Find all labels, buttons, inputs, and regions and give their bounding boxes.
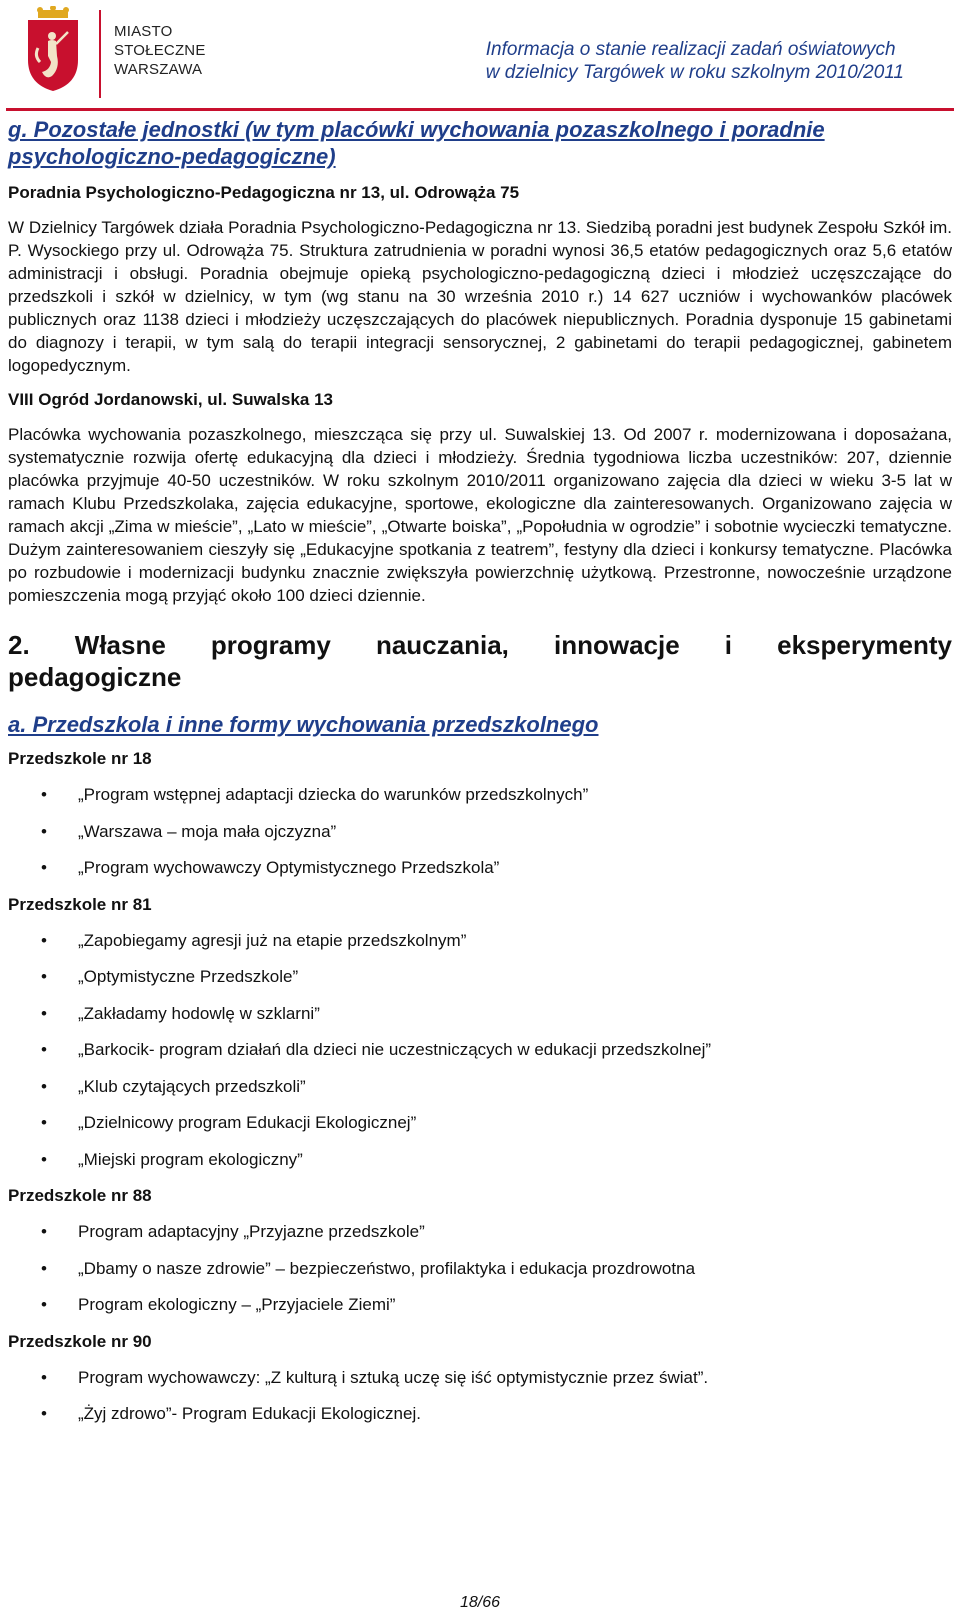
program-text: „Klub czytających przedszkoli” [78,1076,306,1096]
program-text: „Miejski program ekologiczny” [78,1149,303,1169]
bullet-icon: • [41,1003,47,1023]
bullet-icon: • [41,1040,47,1059]
program-list [8,930,952,1171]
list-item [8,1149,952,1171]
school-block-88 [8,1185,952,1316]
poradnia-paragraph: W Dzielnicy Targówek działa Poradnia Psychologiczno-Pedagogiczna nr 13. Siedzibą poradni jest budynek Zespołu Szkół im. P. Wysockiego przy ul. Odrowąża 75. Struktura zatrudnienia w poradni wynosi 36,5 etatów pedagogicznych oraz 5,6 etatów administracji i obsługi. Poradnia obejmuje opieką psychologiczno-pedagogiczną dzieci i młodzież uczęszczające do przedszkoli i szkół w dzielnicy, w tym (wg stanu na 30 września 2010 r.) 14 627 uczniów i wychowanków placówek publicznych oraz 1138 dzieci i młodzieży uczęszczających do placówek niepublicznych. Poradnia dysponuje 15 gabinetami do diagnozy i terapii, w tym salą do terapii integracji sensorycznej, 2 gabinetami do terapii pedagogicznej, gabinetem logopedycznym. [8,218,952,375]
logo-line-2: STOŁECZNE [114,42,206,59]
bullet-icon: • [41,1113,47,1132]
header-info-line-1: Informacja o stanie realizacji zadań oświatowych [485,39,896,60]
program-text: „Dbamy o nasze zdrowie” – bezpieczeństwo, profilaktyka i edukacja prozdrowotna [78,1258,696,1278]
logo-line-1: MIASTO [114,23,173,40]
section-a-heading: a. Przedszkola i inne formy wychowania przedszkolnego [8,712,599,737]
page-header [0,0,960,112]
header-info [486,38,904,84]
program-text: Program ekologiczny – „Przyjaciele Ziemi” [78,1295,396,1314]
bullet-icon: • [41,1076,47,1096]
warsaw-crest-logo [24,6,82,92]
program-text: „Program wstępnej adaptacji dziecka do warunków przedszkolnych” [78,785,589,804]
list-item [8,857,952,879]
ogrod-title: VIII Ogród Jordanowski, ul. Suwalska 13 [8,390,333,409]
bullet-icon: • [41,1222,47,1241]
list-item [8,1039,952,1061]
page-number: 18/66 [459,1594,501,1611]
bullet-icon: • [41,1404,47,1423]
program-text: „Zapobiegamy agresji już na etapie przedszkolnym” [78,930,467,950]
bullet-icon: • [41,858,47,877]
bullet-icon: • [41,1295,47,1314]
bullet-icon: • [41,1367,47,1387]
program-text: „Barkocik- program działań dla dzieci nie uczestniczących w edukacji przedszkolnej” [78,1040,712,1059]
bullet-icon: • [41,930,47,950]
program-list [8,1221,952,1316]
school-name: Przedszkole nr 90 [8,1331,152,1351]
logo-line-3: WARSZAWA [114,61,203,78]
bullet-icon: • [41,1149,47,1169]
list-item [8,1258,952,1280]
list-item [8,1221,952,1243]
school-name: Przedszkole nr 18 [8,749,152,768]
ogrod-paragraph: Placówka wychowania pozaszkolnego, mieszcząca się przy ul. Suwalskiej 13. Od 2007 r. modernizowana i doposażana, systematycznie rozwija ofertę edukacyjną dla dzieci i młodzieży. Średnia tygodniowa liczba uczestników: 207, dziennie placówka przyjmuje 40-50 uczestników. W roku szkolnym 2010/2011 organizowano zajęcia dla dzieci w wieku 3-5 lat w ramach Klubu Przedszkolaka, zajęcia edukacyjne, sportowe, ekologiczne dla zainteresowanych. Organizowano zajęcia w ramach akcji „Zima w mieście”, „Lato w mieście”, „Otwarte boiska”, „Popołudnia w ogrodzie” i sobotnie wycieczki tematyczne. Dużym zainteresowaniem cieszyły się „Edukacyjne spotkania z teatrem”, festyny dla dzieci i konkursy tematyczne. Placówka po rozbudowie i modernizacji budynku znacznie zwiększyła powierzchnię użytkową. Przestronne, nowocześnie urządzone pomieszczenia mogą przyjąć około 100 dzieci dziennie. [8,425,952,605]
list-item [8,784,952,806]
list-item [8,1003,952,1025]
section-g-heading: g. Pozostałe jednostki (w tym placówki wychowania pozaszkolnego i poradnie psychologiczno-pedagogiczne) [8,117,825,169]
program-text: „Warszawa – moja mała ojczyzna” [78,821,337,841]
logo-wordmark [114,22,206,79]
bullet-icon: • [41,1258,47,1278]
document-body [8,114,952,1440]
bullet-icon: • [41,821,47,841]
program-list [8,784,952,879]
school-name: Przedszkole nr 81 [8,894,152,914]
list-item [8,966,952,988]
list-item [8,930,952,952]
header-rule [6,108,954,111]
school-block-90 [8,1331,952,1426]
list-item [8,1367,952,1389]
bullet-icon: • [41,785,47,804]
section-2-heading: 2. Własne programy nauczania, innowacje i eksperymenty pedagogiczne [8,630,952,692]
program-text: „Optymistyczne Przedszkole” [78,967,299,986]
list-item [8,821,952,843]
school-name: Przedszkole nr 88 [8,1186,152,1205]
program-text: Program adaptacyjny „Przyjazne przedszkole” [78,1222,425,1241]
program-text: Program wychowawczy: „Z kulturą i sztuką uczę się iść optymistycznie przez świat”. [78,1367,709,1387]
program-text: „Dzielnicowy program Edukacji Ekologicznej” [78,1113,417,1132]
list-item [8,1076,952,1098]
program-text: „Program wychowawczy Optymistycznego Przedszkola” [78,858,500,877]
program-text: „Zakładamy hodowlę w szklarni” [78,1003,320,1023]
list-item [8,1403,952,1425]
school-block-18 [8,748,952,879]
bullet-icon: • [41,967,47,986]
header-info-line-2: w dzielnicy Targówek w roku szkolnym 2010/2011 [485,62,904,83]
school-block-81 [8,894,952,1171]
list-item [8,1294,952,1316]
poradnia-title: Poradnia Psychologiczno-Pedagogiczna nr 13, ul. Odrowąża 75 [8,183,520,202]
logo-divider [99,10,101,98]
program-list [8,1367,952,1426]
list-item [8,1112,952,1134]
program-text: „Żyj zdrowo”- Program Edukacji Ekologicznej. [78,1404,421,1423]
